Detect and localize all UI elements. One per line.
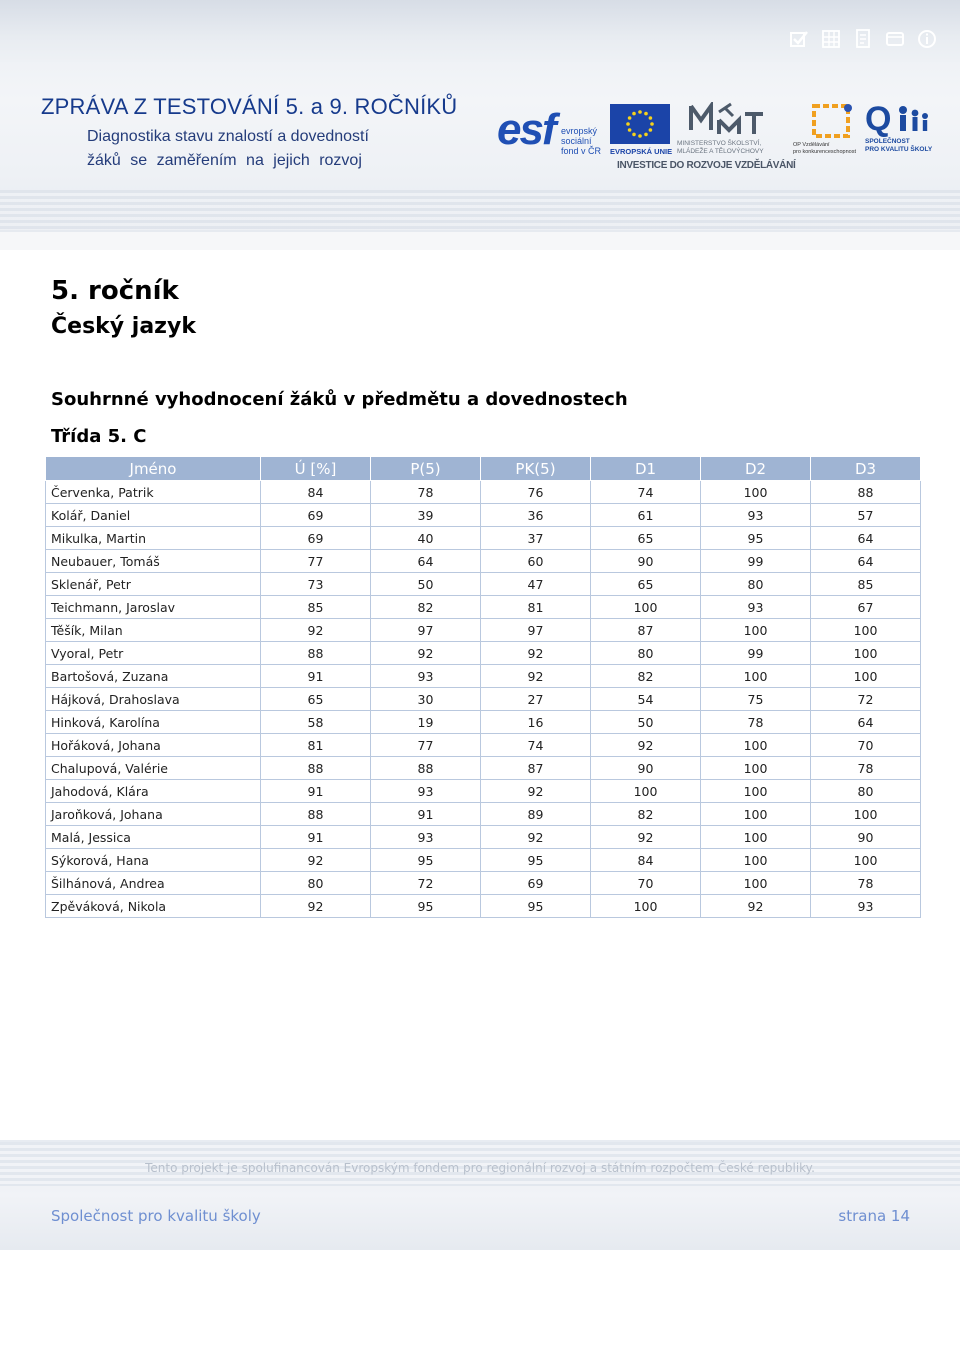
score-cell: 95	[481, 849, 591, 872]
score-cell: 80	[261, 872, 371, 895]
table-row	[46, 803, 921, 826]
student-name-cell: Vyoral, Petr	[46, 642, 261, 665]
table-body	[46, 481, 921, 918]
grid-icon[interactable]	[820, 28, 842, 50]
student-name-cell: Kolář, Daniel	[46, 504, 261, 527]
score-cell: 100	[701, 780, 811, 803]
score-cell: 69	[261, 527, 371, 550]
student-name-cell: Neubauer, Tomáš	[46, 550, 261, 573]
score-cell: 100	[811, 849, 921, 872]
score-cell: 100	[701, 619, 811, 642]
score-cell: 82	[591, 803, 701, 826]
table-row	[46, 734, 921, 757]
score-cell: 99	[701, 642, 811, 665]
score-cell: 93	[371, 780, 481, 803]
score-cell: 92	[481, 665, 591, 688]
spolecnost-caption-line2: PRO KVALITU ŠKOLY	[865, 146, 933, 153]
score-cell: 95	[701, 527, 811, 550]
score-cell: 78	[701, 711, 811, 734]
score-cell: 76	[481, 481, 591, 504]
checkbox-icon[interactable]	[788, 28, 810, 50]
score-cell: 40	[371, 527, 481, 550]
organization-link[interactable]: Společnost pro kvalitu školy	[51, 1207, 261, 1225]
score-cell: 92	[261, 849, 371, 872]
score-cell: 93	[371, 665, 481, 688]
table-row	[46, 642, 921, 665]
score-cell: 87	[591, 619, 701, 642]
score-cell: 100	[811, 665, 921, 688]
score-cell: 65	[591, 527, 701, 550]
score-cell: 88	[261, 803, 371, 826]
score-cell: 84	[261, 481, 371, 504]
score-cell: 30	[371, 688, 481, 711]
table-row	[46, 872, 921, 895]
score-cell: 78	[371, 481, 481, 504]
table-row	[46, 550, 921, 573]
op-caption	[793, 142, 856, 156]
eu-caption: EVROPSKÁ UNIE	[610, 147, 673, 156]
score-cell: 73	[261, 573, 371, 596]
score-cell: 47	[481, 573, 591, 596]
score-cell: 80	[701, 573, 811, 596]
student-name-cell: Hájková, Drahoslava	[46, 688, 261, 711]
score-cell: 99	[701, 550, 811, 573]
score-cell: 70	[591, 872, 701, 895]
score-cell: 100	[591, 596, 701, 619]
investice-caption: INVESTICE DO ROZVOJE VZDĚLÁVÁNÍ	[617, 160, 796, 171]
table-row	[46, 504, 921, 527]
student-name-cell: Malá, Jessica	[46, 826, 261, 849]
table-row	[46, 596, 921, 619]
spolecnost-logo-mark: Q	[865, 100, 892, 138]
score-cell: 77	[261, 550, 371, 573]
score-cell: 92	[481, 642, 591, 665]
score-cell: 100	[701, 803, 811, 826]
table-row	[46, 527, 921, 550]
table-row	[46, 849, 921, 872]
score-cell: 91	[371, 803, 481, 826]
score-cell: 80	[811, 780, 921, 803]
score-cell: 92	[481, 780, 591, 803]
summary-heading: Souhrnné vyhodnocení žáků v předmětu a dovednostech	[51, 389, 628, 410]
student-name-cell: Mikulka, Martin	[46, 527, 261, 550]
score-cell: 80	[591, 642, 701, 665]
student-name-cell: Zpěváková, Nikola	[46, 895, 261, 918]
score-cell: 90	[591, 550, 701, 573]
score-cell: 36	[481, 504, 591, 527]
score-cell: 39	[371, 504, 481, 527]
score-cell: 92	[701, 895, 811, 918]
student-name-cell: Hořáková, Johana	[46, 734, 261, 757]
score-cell: 78	[811, 872, 921, 895]
student-name-cell: Sklenář, Petr	[46, 573, 261, 596]
report-subtitle-line2: žáků se zaměřením na jejich rozvoj	[87, 152, 362, 169]
student-name-cell: Červenka, Patrik	[46, 481, 261, 504]
score-cell: 91	[261, 665, 371, 688]
results-table	[45, 456, 921, 918]
score-cell: 100	[591, 780, 701, 803]
score-cell: 82	[591, 665, 701, 688]
score-cell: 100	[591, 895, 701, 918]
column-header: D1	[591, 457, 701, 481]
score-cell: 60	[481, 550, 591, 573]
student-name-cell: Chalupová, Valérie	[46, 757, 261, 780]
info-icon[interactable]	[916, 28, 938, 50]
student-name-cell: Jaroňková, Johana	[46, 803, 261, 826]
score-cell: 64	[811, 527, 921, 550]
score-cell: 37	[481, 527, 591, 550]
score-cell: 93	[701, 596, 811, 619]
score-cell: 81	[261, 734, 371, 757]
score-cell: 64	[811, 550, 921, 573]
score-cell: 82	[371, 596, 481, 619]
student-name-cell: Sýkorová, Hana	[46, 849, 261, 872]
column-header: Jméno	[46, 457, 261, 481]
report-subtitle-line1: Diagnostika stavu znalostí a dovedností	[87, 128, 369, 145]
score-cell: 92	[261, 619, 371, 642]
score-cell: 50	[371, 573, 481, 596]
document-icon[interactable]	[852, 28, 874, 50]
score-cell: 92	[481, 826, 591, 849]
spolecnost-caption	[865, 138, 932, 154]
table-row	[46, 481, 921, 504]
window-icon[interactable]	[884, 28, 906, 50]
score-cell: 92	[261, 895, 371, 918]
score-cell: 19	[371, 711, 481, 734]
score-cell: 90	[811, 826, 921, 849]
op-caption-line1: OP Vzdělávání	[793, 142, 830, 148]
score-cell: 74	[591, 481, 701, 504]
eu-flag-logo	[610, 104, 670, 144]
esf-logo	[497, 104, 605, 156]
column-header: P(5)	[371, 457, 481, 481]
class-label: Třída 5. C	[51, 426, 147, 447]
student-name-cell: Těšík, Milan	[46, 619, 261, 642]
student-name-cell: Teichmann, Jaroslav	[46, 596, 261, 619]
table-row	[46, 573, 921, 596]
table-row	[46, 895, 921, 918]
op-caption-line2: pro konkurenceschopnost	[793, 149, 856, 155]
msmt-caption-line2: MLÁDEŽE A TĚLOVÝCHOVY	[677, 148, 764, 155]
header-stripes	[0, 190, 960, 230]
report-title: ZPRÁVA Z TESTOVÁNÍ 5. a 9. ROČNÍKŮ	[41, 94, 458, 119]
score-cell: 100	[701, 665, 811, 688]
sponsor-logos	[497, 100, 937, 175]
score-cell: 74	[481, 734, 591, 757]
page-number: strana 14	[838, 1207, 910, 1225]
score-cell: 88	[371, 757, 481, 780]
score-cell: 95	[481, 895, 591, 918]
funding-note: Tento projekt je spolufinancován Evropským fondem pro regionální rozvoj a státním rozpočtem České republiky.	[145, 1161, 815, 1175]
msmt-caption	[677, 140, 764, 156]
score-cell: 67	[811, 596, 921, 619]
score-cell: 95	[371, 849, 481, 872]
score-cell: 91	[261, 826, 371, 849]
score-cell: 100	[701, 849, 811, 872]
table-header-row	[46, 457, 921, 481]
score-cell: 78	[811, 757, 921, 780]
score-cell: 64	[811, 711, 921, 734]
score-cell: 93	[701, 504, 811, 527]
score-cell: 70	[811, 734, 921, 757]
score-cell: 100	[811, 619, 921, 642]
grade-heading: 5. ročník	[51, 276, 179, 306]
score-cell: 84	[591, 849, 701, 872]
score-cell: 65	[261, 688, 371, 711]
score-cell: 69	[261, 504, 371, 527]
table-row	[46, 665, 921, 688]
table-row	[46, 757, 921, 780]
subject-heading: Český jazyk	[51, 314, 196, 339]
score-cell: 97	[481, 619, 591, 642]
score-cell: 27	[481, 688, 591, 711]
student-name-cell: Jahodová, Klára	[46, 780, 261, 803]
score-cell: 88	[811, 481, 921, 504]
column-header: PK(5)	[481, 457, 591, 481]
student-name-cell: Bartošová, Zuzana	[46, 665, 261, 688]
score-cell: 97	[371, 619, 481, 642]
score-cell: 16	[481, 711, 591, 734]
score-cell: 100	[811, 803, 921, 826]
score-cell: 87	[481, 757, 591, 780]
score-cell: 85	[261, 596, 371, 619]
column-header: D3	[811, 457, 921, 481]
spolecnost-caption-line1: SPOLEČNOST	[865, 138, 910, 145]
score-cell: 91	[261, 780, 371, 803]
score-cell: 54	[591, 688, 701, 711]
score-cell: 100	[701, 757, 811, 780]
score-cell: 72	[811, 688, 921, 711]
score-cell: 95	[371, 895, 481, 918]
esf-logo-text: evropský sociální fond v ČR	[561, 126, 602, 156]
table-row	[46, 826, 921, 849]
table-row	[46, 688, 921, 711]
table-row	[46, 619, 921, 642]
score-cell: 90	[591, 757, 701, 780]
score-cell: 92	[591, 826, 701, 849]
score-cell: 85	[811, 573, 921, 596]
toolbar	[788, 28, 938, 50]
score-cell: 93	[811, 895, 921, 918]
score-cell: 75	[701, 688, 811, 711]
score-cell: 89	[481, 803, 591, 826]
score-cell: 77	[371, 734, 481, 757]
score-cell: 65	[591, 573, 701, 596]
score-cell: 100	[701, 481, 811, 504]
score-cell: 100	[701, 734, 811, 757]
student-name-cell: Šilhánová, Andrea	[46, 872, 261, 895]
score-cell: 50	[591, 711, 701, 734]
score-cell: 88	[261, 642, 371, 665]
score-cell: 64	[371, 550, 481, 573]
score-cell: 81	[481, 596, 591, 619]
header-divider	[0, 232, 960, 250]
score-cell: 93	[371, 826, 481, 849]
score-cell: 57	[811, 504, 921, 527]
student-name-cell: Hinková, Karolína	[46, 711, 261, 734]
table-row	[46, 711, 921, 734]
score-cell: 92	[371, 642, 481, 665]
score-cell: 92	[591, 734, 701, 757]
column-header: D2	[701, 457, 811, 481]
score-cell: 72	[371, 872, 481, 895]
score-cell: 61	[591, 504, 701, 527]
esf-logo-word: esf	[497, 105, 555, 154]
score-cell: 58	[261, 711, 371, 734]
score-cell: 69	[481, 872, 591, 895]
score-cell: 100	[811, 642, 921, 665]
msmt-caption-line1: MINISTERSTVO ŠKOLSTVÍ,	[677, 140, 762, 147]
score-cell: 88	[261, 757, 371, 780]
column-header: Ú [%]	[261, 457, 371, 481]
score-cell: 100	[701, 826, 811, 849]
score-cell: 100	[701, 872, 811, 895]
table-row	[46, 780, 921, 803]
